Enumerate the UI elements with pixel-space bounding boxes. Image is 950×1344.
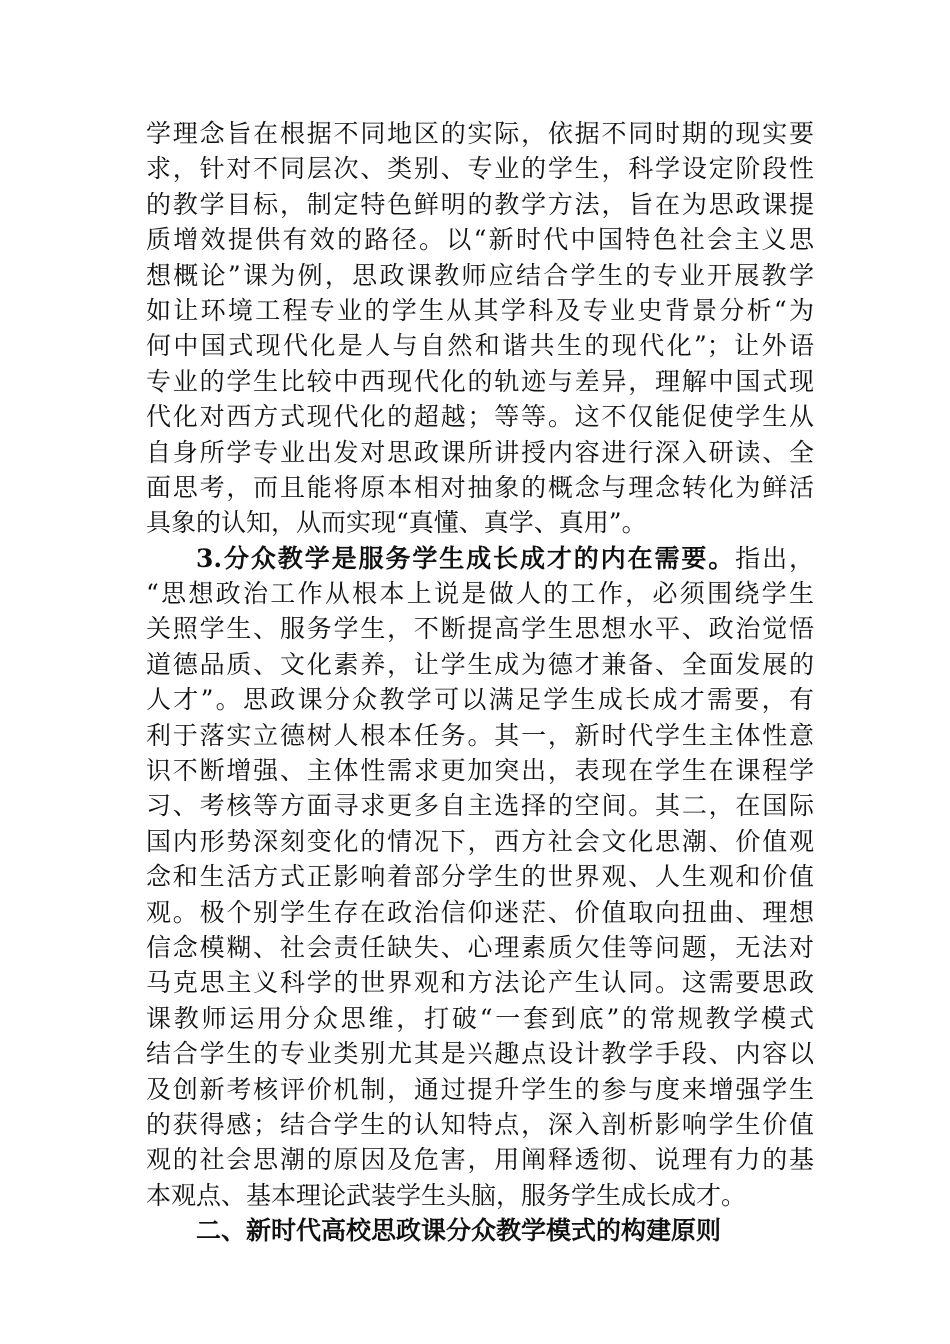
paragraph-line: 专业的学生比较中西现代化的轨迹与差异，理解中国式现 bbox=[146, 366, 814, 396]
paragraph-line: 观。极个别学生存在政治信仰迷茫、价值取向扭曲、理想 bbox=[146, 897, 814, 927]
paragraph-line: 信念模糊、社会责任缺失、心理素质欠佳等问题，无法对 bbox=[146, 932, 814, 962]
paragraph-line: 何中国式现代化是人与自然和谐共生的现代化”；让外语 bbox=[146, 331, 814, 361]
paragraph-line: 人才”。思政课分众教学可以满足学生成长成才需要，有 bbox=[146, 685, 814, 715]
paragraph-line: 关照学生、服务学生，不断提高学生思想水平、政治觉悟 bbox=[146, 614, 814, 644]
section-heading: 二、新时代高校思政课分众教学模式的构建原则 bbox=[196, 1216, 722, 1246]
paragraph-line: 马克思主义科学的世界观和方法论产生认同。这需要思政 bbox=[146, 968, 814, 998]
paragraph-lead-rest: 指出， bbox=[735, 543, 814, 573]
paragraph-line: 结合学生的专业类别尤其是兴趣点设计教学手段、内容以 bbox=[146, 1039, 814, 1069]
paragraph-2 bbox=[146, 541, 814, 1213]
paragraph-line: 道德品质、文化素养，让学生成为德才兼备、全面发展的 bbox=[146, 649, 814, 679]
paragraph-bold-lead: 3.分众教学是服务学生成长成才的内在需要。 bbox=[196, 543, 736, 573]
paragraph-line: 质增效提供有效的路径。以“新时代中国特色社会主义思 bbox=[146, 225, 814, 255]
paragraph-line: 的教学目标，制定特色鲜明的教学方法，旨在为思政课提 bbox=[146, 189, 814, 219]
document-body bbox=[146, 116, 814, 1249]
paragraph-line: 念和生活方式正影响着部分学生的世界观、人生观和价值 bbox=[146, 862, 814, 892]
paragraph-line: 想概论”课为例，思政课教师应结合学生的专业开展教学 bbox=[146, 260, 814, 290]
paragraph-line: 及创新考核评价机制，通过提升学生的参与度来增强学生 bbox=[146, 1074, 814, 1104]
paragraph-line: 求，针对不同层次、类别、专业的学生，科学设定阶段性 bbox=[146, 154, 814, 184]
paragraph-line: 如让环境工程专业的学生从其学科及专业史背景分析“为 bbox=[146, 295, 814, 325]
paragraph-line: 观的社会思潮的原因及危害，用阐释透彻、说理有力的基 bbox=[146, 1145, 814, 1175]
paragraph-line: “思想政治工作从根本上说是做人的工作，必须围绕学生 bbox=[146, 579, 814, 609]
paragraph-1 bbox=[146, 116, 814, 541]
paragraph-line: 面思考，而且能将原本相对抽象的概念与理念转化为鲜活 bbox=[146, 472, 814, 502]
paragraph-line: 识不断增强、主体性需求更加突出，表现在学生在课程学 bbox=[146, 756, 814, 786]
paragraph-line: 代化对西方式现代化的超越；等等。这不仅能促使学生从 bbox=[146, 402, 814, 432]
paragraph-line: 习、考核等方面寻求更多自主选择的空间。其二，在国际 bbox=[146, 791, 814, 821]
paragraph-line: 课教师运用分众思维，打破“一套到底”的常规教学模式 bbox=[146, 1003, 814, 1033]
paragraph-line: 的获得感；结合学生的认知特点，深入剖析影响学生价值 bbox=[146, 1109, 814, 1139]
paragraph-line: 学理念旨在根据不同地区的实际，依据不同时期的现实要 bbox=[146, 119, 814, 148]
paragraph-line: 具象的认知，从而实现“真懂、真学、真用”。 bbox=[146, 508, 647, 538]
paragraph-line: 自身所学专业出发对思政课所讲授内容进行深入研读、全 bbox=[146, 437, 814, 467]
paragraph-line: 本观点、基本理论武装学生头脑，服务学生成长成才。 bbox=[146, 1180, 747, 1210]
paragraph-line: 利于落实立德树人根本任务。其一，新时代学生主体性意 bbox=[146, 720, 814, 750]
paragraph-lead-line bbox=[146, 541, 814, 576]
paragraph-line: 国内形势深刻变化的情况下，西方社会文化思潮、价值观 bbox=[146, 826, 814, 856]
